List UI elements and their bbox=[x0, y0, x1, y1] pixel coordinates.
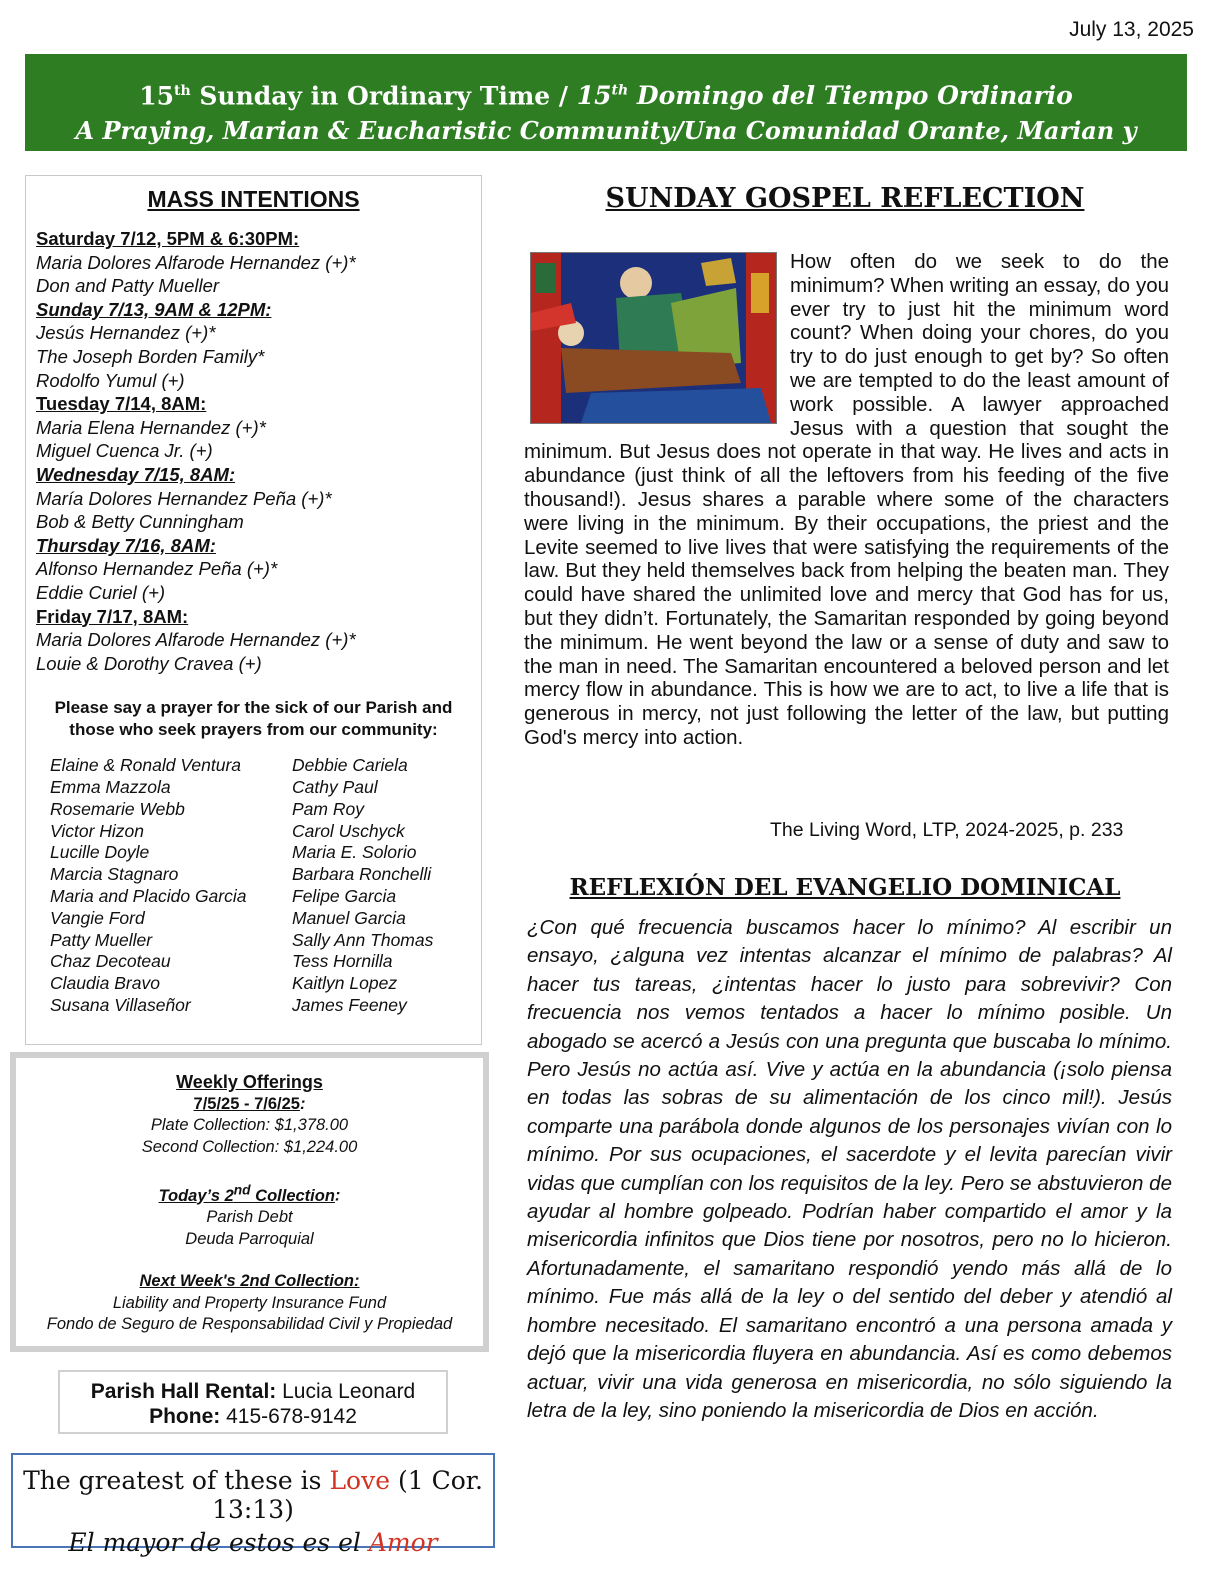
banner-english: Sunday in Ordinary Time / bbox=[190, 81, 577, 111]
sick-list bbox=[50, 755, 481, 1017]
next-collection-label: Next Week's 2nd Collection: bbox=[139, 1272, 360, 1290]
mass-intentions-title: MASS INTENTIONS bbox=[147, 186, 360, 212]
phone-label: Phone: bbox=[149, 1405, 221, 1428]
sick-person-name: Carol Uschyck bbox=[292, 820, 405, 841]
prayer-request: Please say a prayer for the sick of our Parish and those who seek prayers from our community: bbox=[54, 698, 453, 740]
mass-intention-name: Maria Dolores Alfarode Hernandez (+)* bbox=[36, 629, 356, 651]
weekly-offerings-box bbox=[10, 1052, 489, 1352]
sick-person-name: Lucille Doyle bbox=[50, 842, 150, 863]
spanish-reflection-body: ¿Con qué frecuencia buscamos hacer lo mínimo? Al escribir un ensayo, ¿alguna vez intentas alcanzar el mínimo de palabras? Al hacer tus tareas, ¿intentas hacer lo justo para sobrevivir? Con frecuencia nos vemos tentados a hacer lo mínimo posible. Un abogado se acercó a Jesús con una pregunta que buscaba lo mínimo. Pero Jesús no actúa así. Vive y actúa en la abundancia (¡solo piensa en todas las sobras de su alimentación de los cinco mil!). Jesús comparte una parábola donde algunos de los personajes vivían con lo mínimo. Por sus ocupaciones, el sacerdote y el levita parecían vivir vidas que cumplían con los requisitos de la ley. Pero se abstuvieron de ayudar al hombre golpeado. Podrían haber compartido el amor y la misericordia infinitos que Dios tiene por nosotros, pero no lo hicieron. Afortunadamente, el samaritano respondió yendo más allá de lo mínimo. Fue más allá de la ley o del sentido del deber y atendió al hombre necesitado. El samaritano encontró a una persona amada y dejó que la misericordia fluyera en abundancia. Así es como debemos actuar, vivir una vida generosa en misericordia, no sólo siguiendo la letra de la ley, sino poniendo la misericordia de Dios en acción. bbox=[527, 916, 1172, 1422]
sick-person-name: Felipe Garcia bbox=[292, 886, 397, 907]
mass-intention-name: Maria Dolores Alfarode Hernandez (+)* bbox=[36, 251, 356, 273]
mass-day-heading: Thursday 7/16, 8AM: bbox=[36, 534, 216, 556]
sick-person-name: Pam Roy bbox=[292, 798, 364, 819]
sick-person-name: Barbara Ronchelli bbox=[292, 864, 432, 885]
hall-rental-label: Parish Hall Rental: bbox=[90, 1380, 277, 1403]
sick-person-name: Maria and Placido Garcia bbox=[50, 886, 247, 907]
offerings-range-colon: : bbox=[299, 1094, 306, 1113]
mass-intention-name: Don and Patty Mueller bbox=[36, 275, 220, 297]
mass-day-heading: Wednesday 7/15, 8AM: bbox=[36, 463, 236, 485]
banner-title bbox=[25, 74, 1187, 113]
mass-intention-name: The Joseph Borden Family* bbox=[36, 345, 265, 367]
mass-intention-name: Alfonso Hernandez Peña (+)* bbox=[36, 558, 278, 580]
today-collection-colon: : bbox=[334, 1186, 341, 1205]
today-collection-en: Parish Debt bbox=[206, 1208, 293, 1226]
sick-person-name: Sally Ann Thomas bbox=[292, 929, 434, 950]
sick-person-name: Cathy Paul bbox=[292, 777, 378, 798]
plate-collection: Plate Collection: $1,378.00 bbox=[150, 1116, 349, 1134]
sick-person-name: Victor Hizon bbox=[50, 820, 145, 841]
quote-es-a: El mayor de estos es el bbox=[68, 1528, 369, 1557]
mass-day-heading: Tuesday 7/14, 8AM: bbox=[36, 393, 207, 415]
mass-day-heading: Sunday 7/13, 9AM & 12PM: bbox=[36, 298, 272, 320]
sick-person-name: Kaitlyn Lopez bbox=[292, 973, 398, 994]
sick-person-name: Debbie Cariela bbox=[292, 755, 408, 776]
banner-num: 15 bbox=[139, 81, 174, 111]
banner-num-es: 15 bbox=[576, 81, 612, 111]
love-quote-box bbox=[11, 1453, 495, 1557]
next-collection-es: Fondo de Seguro de Responsabilidad Civil y Propiedad bbox=[46, 1315, 453, 1333]
mass-day-heading: Friday 7/17, 8AM: bbox=[36, 605, 189, 627]
today-collection-es: Deuda Parroquial bbox=[185, 1229, 314, 1248]
sick-person-name: Tess Hornilla bbox=[292, 951, 393, 972]
banner-sup-es: th bbox=[611, 83, 629, 99]
banner-spanish: Domingo del Tiempo Ordinario bbox=[628, 81, 1073, 111]
mass-intention-name: María Dolores Hernandez Peña (+)* bbox=[36, 487, 332, 509]
mass-intentions-box bbox=[25, 175, 482, 1045]
sick-person-name: Marcia Stagnaro bbox=[50, 864, 179, 885]
mass-intention-name: Rodolfo Yumul (+) bbox=[36, 369, 185, 391]
mass-intentions-list bbox=[26, 227, 481, 675]
mass-intention-name: Miguel Cuenca Jr. (+) bbox=[36, 440, 213, 462]
quote-es-amor: Amor bbox=[368, 1528, 438, 1557]
banner-sup: th bbox=[173, 83, 191, 99]
gospel-reflection-text: How often do we seek to do the minimum? When writing an essay, do you ever try to just hit the minimum word count? When doing your chores, do you try to do just enough to get by? So often we are tempted to do the least amount of work possible. A lawyer approached Jesus with a question that sought the minimum. But Jesus does not operate in that way. He lives and acts in abundance (just think of all the leftovers from his feeding of the five thousand!). Jesus shares a parable where some of the characters were living in the minimum. By their occupations, the priest and the Levite seemed to live lives that were satisfying the requirements of the law. But they held themselves back from helping the beaten man. They could have shared the unlimited love and mercy that God has for us, but they didn’t. Fortunately, the Samaritan responded by going beyond the minimum. He went beyond the law or a sense of duty and saw to the man in need. The Samaritan encountered a beloved person and let mercy flow in abundance. This is how we are to act, to live a life that is generous in mercy, not just following the letter of the law, but putting God's mercy into action. bbox=[524, 250, 1169, 749]
mass-intention-name: Bob & Betty Cunningham bbox=[36, 511, 244, 533]
spanish-reflection-title: REFLEXIÓN DEL EVANGELIO DOMINICAL bbox=[569, 874, 1121, 901]
header-banner bbox=[25, 54, 1187, 182]
mass-intention-name: Jesús Hernandez (+)* bbox=[36, 322, 216, 344]
sick-person-name: Maria E. Solorio bbox=[292, 842, 417, 863]
sick-person-name: Patty Mueller bbox=[50, 929, 153, 950]
sick-person-name: Manuel Garcia bbox=[292, 907, 406, 928]
hall-rental-box bbox=[58, 1370, 448, 1434]
sick-person-name: Chaz Decoteau bbox=[50, 951, 171, 972]
gospel-reflection-title: SUNDAY GOSPEL REFLECTION bbox=[605, 183, 1085, 214]
sick-list-left bbox=[50, 755, 292, 1017]
quote-en-a: The greatest of these is bbox=[23, 1466, 330, 1495]
gospel-citation: The Living Word, LTP, 2024-2025, p. 233 bbox=[770, 819, 1124, 841]
offerings-title: Weekly Offerings bbox=[176, 1072, 323, 1092]
sick-person-name: Elaine & Ronald Ventura bbox=[50, 755, 242, 776]
sick-person-name: Susana Villaseñor bbox=[50, 995, 191, 1016]
hall-rental-contact: Lucia Leonard bbox=[276, 1380, 416, 1403]
banner-subtitle: A Praying, Marian & Eucharistic Community/Una Comunidad Orante, Marian y Eucarística bbox=[75, 116, 1137, 182]
sick-person-name: Emma Mazzola bbox=[50, 777, 171, 798]
quote-en-ref: (1 Cor. 13:13) bbox=[212, 1466, 483, 1524]
next-collection-en: Liability and Property Insurance Fund bbox=[112, 1293, 387, 1312]
sick-person-name: James Feeney bbox=[292, 995, 407, 1016]
mass-day-heading: Saturday 7/12, 5PM & 6:30PM: bbox=[36, 228, 300, 249]
second-collection: Second Collection: $1,224.00 bbox=[141, 1137, 358, 1156]
today-collection-label: Today’s 2nd Collection bbox=[158, 1182, 335, 1205]
offerings-range: 7/5/25 - 7/6/25 bbox=[193, 1094, 300, 1113]
mass-intention-name: Louie & Dorothy Cravea (+) bbox=[36, 652, 262, 674]
bulletin-date: July 13, 2025 bbox=[1069, 18, 1194, 41]
quote-en-love: Love bbox=[329, 1466, 391, 1495]
sick-person-name: Vangie Ford bbox=[50, 907, 145, 928]
phone-number: 415-678-9142 bbox=[220, 1405, 357, 1428]
sick-person-name: Claudia Bravo bbox=[50, 973, 160, 994]
sick-list-right bbox=[292, 755, 433, 1017]
mass-intention-name: Maria Elena Hernandez (+)* bbox=[36, 416, 266, 438]
mass-intention-name: Eddie Curiel (+) bbox=[36, 581, 166, 603]
sick-person-name: Rosemarie Webb bbox=[50, 798, 185, 819]
stained-glass-image bbox=[530, 252, 777, 424]
